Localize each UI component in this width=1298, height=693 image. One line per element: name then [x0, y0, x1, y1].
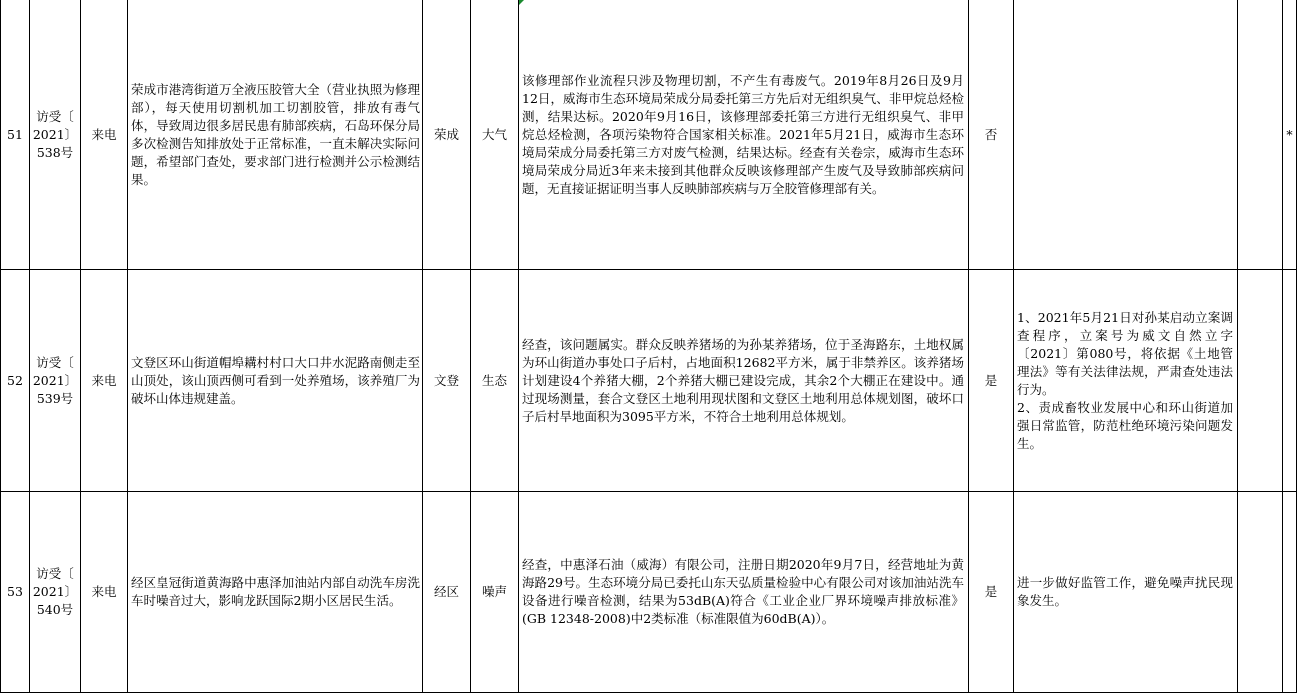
verified-cell[interactable]: 是 [969, 270, 1014, 492]
remark-mark[interactable] [1283, 492, 1297, 693]
area-cell[interactable]: 文登 [423, 270, 471, 492]
table-row [1, 0, 1297, 270]
remark-mark[interactable] [1283, 270, 1297, 492]
case-reference[interactable]: 访受〔 2021〕 539号 [30, 270, 81, 492]
cell-comment-marker [519, 0, 524, 5]
extra-cell[interactable] [1238, 492, 1283, 693]
row-number[interactable]: 52 [1, 270, 30, 492]
source-cell[interactable]: 来电 [81, 270, 128, 492]
extra-cell[interactable] [1238, 270, 1283, 492]
table-row [1, 492, 1297, 693]
area-cell[interactable]: 经区 [423, 492, 471, 693]
verified-cell[interactable]: 否 [969, 0, 1014, 270]
row-number[interactable]: 51 [1, 0, 30, 270]
verified-cell[interactable]: 是 [969, 492, 1014, 693]
area-cell[interactable]: 荣成 [423, 0, 471, 270]
case-reference[interactable]: 访受〔 2021〕 540号 [30, 492, 81, 693]
complaint-description[interactable]: 经区皇冠街道黄海路中惠泽加油站内部自动洗车房洗车时噪音过大，影响龙跃国际2期小区居民生活。 [128, 492, 423, 693]
complaint-description[interactable]: 文登区环山街道帽埠耩村村口大口井水泥路南侧走至山顶处，该山顶西侧可看到一处养殖场，该养殖厂为破坏山体违规建盖。 [128, 270, 423, 492]
investigation-result[interactable]: 经查，中惠泽石油（威海）有限公司，注册日期2020年9月7日，经营地址为黄海路29号。生态环境分局已委托山东天弘质量检验中心有限公司对该加油站洗车设备进行噪音检测，结果为53dB(A)符合《工业企业厂界环境噪声排放标准》(GB 12348-2008)中2类标准（标准限值为60dB(A)）。 [519, 492, 969, 693]
table-row [1, 270, 1297, 492]
pollution-type-cell[interactable]: 噪声 [471, 492, 519, 693]
pollution-type-cell[interactable]: 生态 [471, 270, 519, 492]
handling-measures[interactable]: 进一步做好监管工作，避免噪声扰民现象发生。 [1014, 492, 1238, 693]
source-cell[interactable]: 来电 [81, 492, 128, 693]
row-number[interactable]: 53 [1, 492, 30, 693]
complaint-description[interactable]: 荣成市港湾街道万全液压胶管大全（营业执照为修理部），每天使用切割机加工切割胶管，排放有毒气体，导致周边很多居民患有肺部疾病，石岛环保分局多次检测告知排放处于正常标准，一直未解决实际问题，希望部门查处，要求部门进行检测并公示检测结果。 [128, 0, 423, 270]
investigation-result[interactable]: 经查，该问题属实。群众反映养猪场的为孙某养猪场，位于圣海路东，土地权属为环山街道办事处口子后村，占地面积12682平方米，属于非禁养区。该养猪场计划建设4个养猪大棚，2个养猪大棚已建设完成，其余2个大棚正在建设中。通过现场测量，套合文登区土地利用现状图和文登区土地利用总体规划图，破坏口子后村旱地面积为3095平方米，不符合土地利用总体规划。 [519, 270, 969, 492]
remark-mark[interactable]: * [1283, 0, 1297, 270]
case-reference[interactable]: 访受〔 2021〕 538号 [30, 0, 81, 270]
handling-measures[interactable]: 1、2021年5月21日对孙某启动立案调查程序，立案号为威文自然立字〔2021〕第080号，将依据《土地管理法》等有关法律法规，严肃查处违法行为。 2、责成畜牧业发展中心和环山街道加强日常监管，防范杜绝环境污染问题发生。 [1014, 270, 1238, 492]
handling-measures[interactable] [1014, 0, 1238, 270]
pollution-type-cell[interactable]: 大气 [471, 0, 519, 270]
investigation-result[interactable]: 该修理部作业流程只涉及物理切割，不产生有毒废气。2019年8月26日及9月12日，威海市生态环境局荣成分局委托第三方先后对无组织臭气、非甲烷总烃检测，结果达标。2020年9月16日，该修理部委托第三方进行无组织臭气、非甲烷总烃检测，各项污染物符合国家相关标准。2021年5月21日，威海市生态环境局荣成分局委托第三方对废气检测，结果达标。经查有关卷宗，威海市生态环境局荣成分局近3年来未接到其他群众反映该修理部产生废气及导致肺部疾病问题，无直接证据证明当事人反映肺部疾病与万全胶管修理部有关。 [519, 0, 969, 270]
source-cell[interactable]: 来电 [81, 0, 128, 270]
extra-cell[interactable] [1238, 0, 1283, 270]
